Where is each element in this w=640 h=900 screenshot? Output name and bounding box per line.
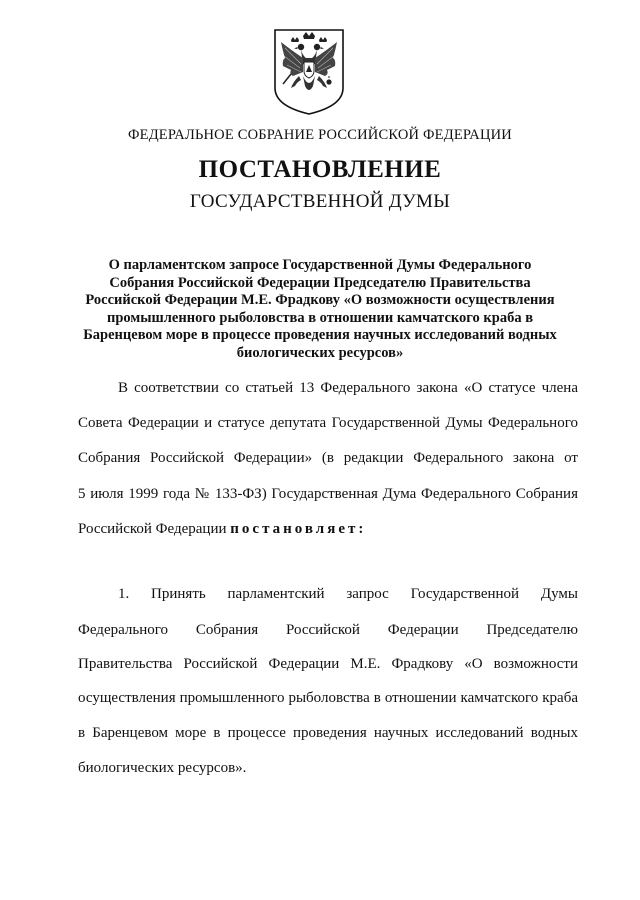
coat-of-arms-icon — [273, 28, 345, 116]
subject-line: Баренцевом море в процессе проведения научных исследований водных — [83, 327, 557, 343]
subject-line: промышленного рыболовства в отношении камчатского краба в — [106, 309, 534, 326]
item-1-line: осуществления промышленного рыболовства в отношении камчатского краба — [78, 690, 578, 706]
preamble-line: В соответствии со статьей 13 Федерального закона «О статусе члена — [118, 380, 578, 396]
resolves-keyword: постановляет: — [230, 521, 367, 537]
document-type-title: ПОСТАНОВЛЕНИЕ — [198, 156, 442, 183]
preamble-line: Собрания Российской Федерации» (в редакции Федерального закона от — [78, 450, 578, 466]
preamble-line: Совета Федерации и статусе депутата Государственной Думы Федерального — [78, 415, 578, 431]
item-1-line: 1. Принять парламентский запрос Государственной Думы — [118, 586, 578, 602]
issuing-authority: ГОСУДАРСТВЕННОЙ ДУМЫ — [189, 191, 451, 212]
document-subject — [78, 257, 562, 362]
preamble-last-line — [78, 521, 578, 538]
subject-line: Собрания Российской Федерации Председателю Правительства — [109, 274, 531, 291]
preamble-line: 5 июля 1999 года № 133-ФЗ) Государственная Дума Федерального Собрания — [78, 486, 578, 502]
subject-line: О парламентском запросе Государственной Думы Федерального — [108, 257, 532, 273]
subject-line: Российской Федерации М.Е. Фрадкову «О возможности осуществления — [85, 292, 555, 308]
item-1-line: Правительства Российской Федерации М.Е. Фрадкову «О возможности — [78, 656, 578, 672]
item-1-line: Федерального Собрания Российской Федерации Председателю — [78, 622, 578, 638]
subject-line: биологических ресурсов» — [236, 344, 404, 361]
item-1-line: биологических ресурсов». — [78, 760, 247, 776]
organization-name: ФЕДЕРАЛЬНОЕ СОБРАНИЕ РОССИЙСКОЙ ФЕДЕРАЦИИ — [128, 127, 512, 143]
item-1-line: в Баренцевом море в процессе проведения научных исследований водных — [78, 725, 578, 741]
preamble-line-prefix: Российской Федерации — [78, 521, 231, 537]
